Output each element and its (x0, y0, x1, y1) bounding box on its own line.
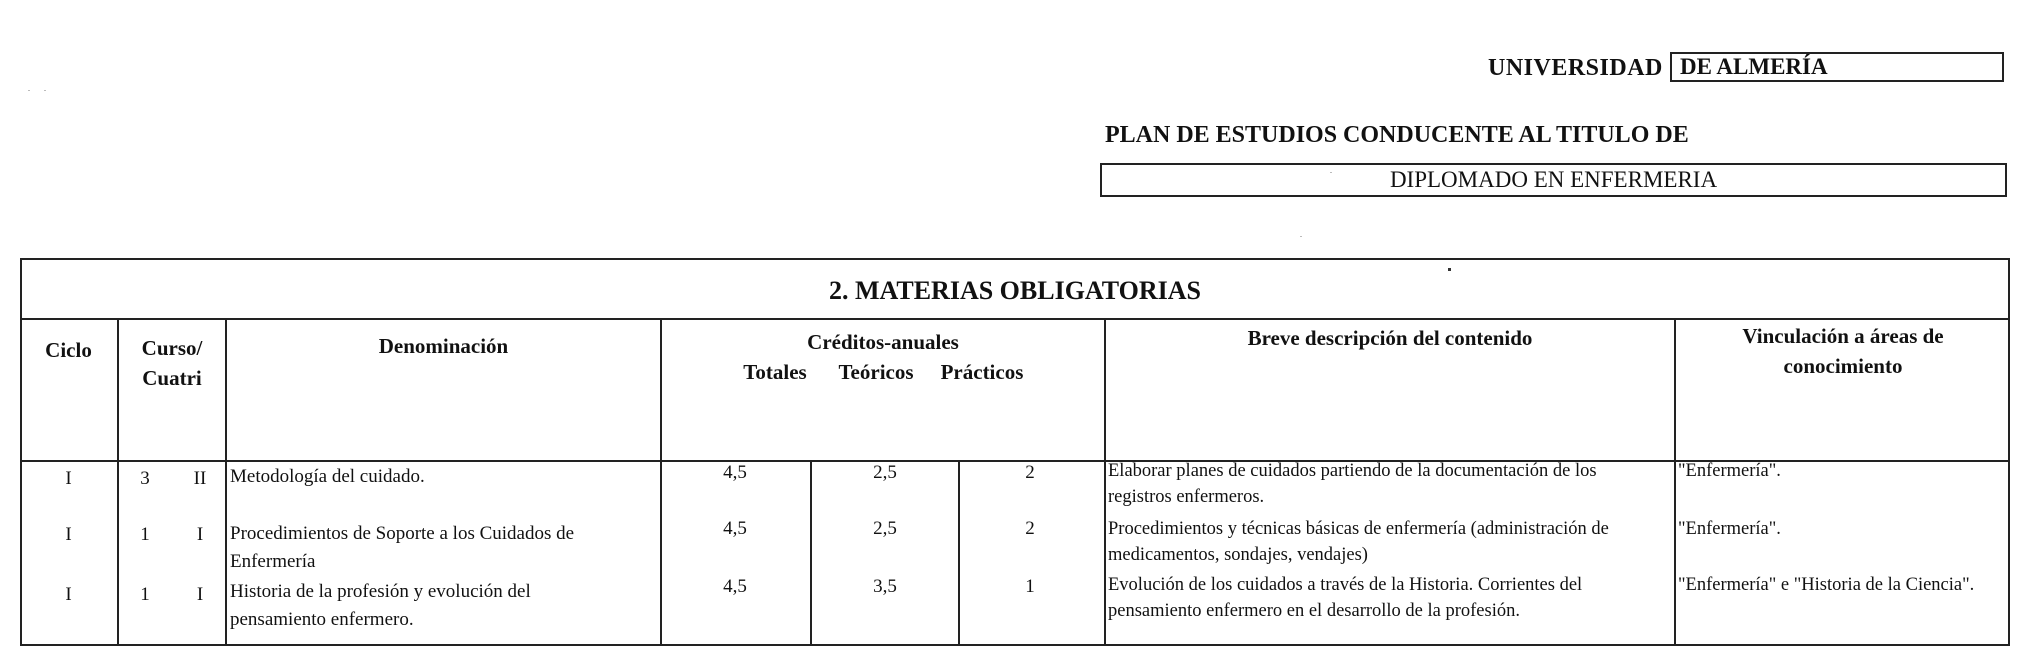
column-divider (958, 460, 960, 646)
scan-speck (28, 90, 30, 91)
scan-speck (1300, 236, 1302, 237)
row-2-descripcion (1108, 516, 1674, 568)
row-1-ciclo: I (65, 468, 72, 489)
column-divider (1104, 318, 1106, 646)
section-title: 2. MATERIAS OBLIGATORIAS (828, 276, 1202, 305)
title-divider (20, 318, 2010, 320)
row-2-denominacion-line-2: Enfermería (230, 551, 316, 572)
row-1-curso: 3 (140, 468, 150, 489)
row-1-practicos: 2 (1025, 462, 1035, 483)
row-1-descripcion (1108, 458, 1674, 510)
header-vinculacion: Vinculación a áreas de (1742, 324, 1944, 348)
row-2-curso: 1 (140, 524, 150, 545)
row-3-descripcion-line-1: Evolución de los cuidados a través de la Historia. Corrientes del (1108, 575, 1583, 595)
row-1-totales: 4,5 (723, 462, 747, 483)
header-cuatri: Cuatri (142, 366, 202, 390)
header-totales: Totales (743, 360, 807, 384)
row-2-descripcion-line-1: Procedimientos y técnicas básicas de enfermería (administración de (1108, 519, 1609, 539)
row-3-teoricos: 3,5 (873, 576, 897, 597)
plan-title: PLAN DE ESTUDIOS CONDUCENTE AL TITULO DE (1105, 122, 1689, 148)
university-label: UNIVERSIDAD (1488, 55, 1663, 81)
header-vinculacion-2: conocimiento (1783, 354, 1903, 378)
header-curso: Curso/ (141, 336, 203, 360)
row-2-denominacion-line-1: Procedimientos de Soporte a los Cuidados de (230, 523, 575, 544)
row-3-practicos: 1 (1025, 576, 1035, 597)
row-3-denominacion-line-2: pensamiento enfermero. (230, 609, 414, 630)
row-2-practicos: 2 (1025, 518, 1035, 539)
header-descripcion: Breve descripción del contenido (1247, 326, 1533, 350)
degree-box: DIPLOMADO EN ENFERMERIA (1100, 163, 2007, 197)
scan-speck (44, 90, 46, 91)
header-denominacion: Denominación (378, 334, 509, 358)
row-3-cuatri: I (196, 584, 204, 605)
row-2-cuatri: I (196, 524, 204, 545)
university-name-box: DE ALMERÍA (1670, 52, 2004, 82)
row-3-denominacion-line-1: Historia de la profesión y evolución del (230, 581, 531, 602)
header-ciclo: Ciclo (45, 338, 92, 362)
row-2-denominacion (230, 520, 655, 576)
row-2-totales: 4,5 (723, 518, 747, 539)
row-1-vinculacion: "Enfermería". (1678, 461, 1781, 481)
row-3-descripcion-line-2: pensamiento enfermero en el desarrollo de la profesión. (1108, 601, 1520, 621)
row-3-descripcion (1108, 572, 1674, 624)
row-1-denominacion: Metodología del cuidado. (230, 466, 425, 487)
scan-speck (1330, 172, 1332, 173)
header-practicos: Prácticos (940, 360, 1024, 384)
row-2-teoricos: 2,5 (873, 518, 897, 539)
row-3-totales: 4,5 (723, 576, 747, 597)
header-teoricos: Teóricos (838, 360, 914, 384)
row-1-teoricos: 2,5 (873, 462, 897, 483)
row-1-cuatri: II (193, 468, 207, 489)
row-2-descripcion-line-2: medicamentos, sondajes, vendajes) (1108, 545, 1368, 565)
row-3-denominacion (230, 578, 655, 634)
row-1-descripcion-line-2: registros enfermeros. (1108, 487, 1265, 507)
row-2-vinculacion: "Enfermería". (1678, 519, 1781, 539)
row-3-vinculacion: "Enfermería" e "Historia de la Ciencia". (1678, 575, 1975, 595)
column-divider (810, 460, 812, 646)
header-creditos: Créditos-anuales (807, 330, 959, 354)
row-3-curso: 1 (140, 584, 150, 605)
row-2-ciclo: I (65, 524, 72, 545)
column-divider (225, 318, 227, 646)
row-1-descripcion-line-1: Elaborar planes de cuidados partiendo de la documentación de los (1108, 461, 1597, 481)
row-3-ciclo: I (65, 584, 72, 605)
column-divider (660, 318, 662, 646)
